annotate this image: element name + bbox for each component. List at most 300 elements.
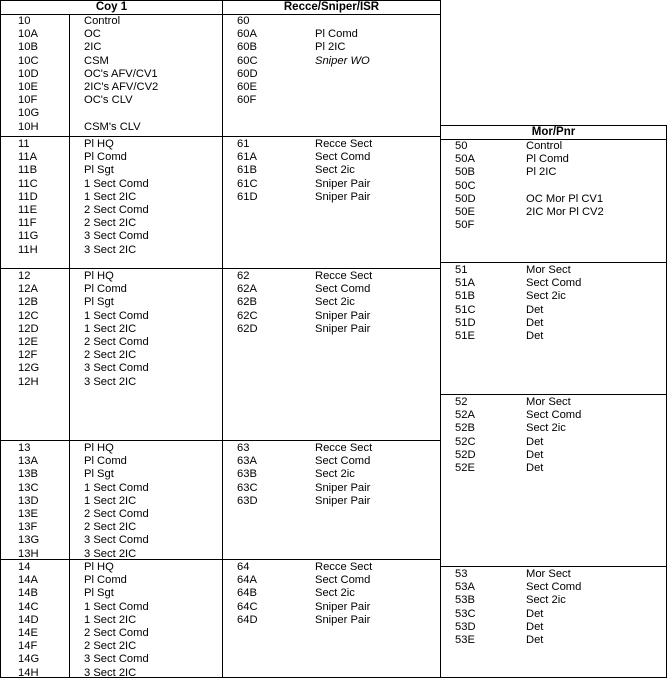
- appointment-name: Det: [526, 462, 544, 474]
- table-row: [1, 587, 222, 600]
- callsign-code: 60C: [237, 54, 258, 67]
- table-row: [1, 28, 222, 41]
- appointment-name: Det: [526, 448, 544, 461]
- callsign-code: 51B: [455, 290, 475, 303]
- appointment-name: Sect 2ic: [315, 587, 355, 600]
- table-row: [1, 68, 222, 81]
- callsign-code: 60F: [237, 94, 257, 107]
- appointment-name: 3 Sect 2IC: [84, 375, 137, 388]
- appointment-name: Det: [526, 435, 544, 448]
- callsign-code: 10D: [18, 67, 39, 80]
- table-row: [223, 323, 440, 336]
- callsign-code: 64D: [237, 613, 258, 626]
- callsign-code: 10G: [18, 107, 40, 120]
- callsign-code: 61B: [237, 164, 257, 177]
- callsign-code: 51C: [455, 303, 476, 316]
- recce-group: [223, 440, 440, 559]
- appointment-name: Recce Sect: [315, 561, 373, 573]
- appointment-name: 2 Sect 2IC: [84, 349, 137, 362]
- callsign-code: 10: [18, 15, 31, 27]
- callsign-code: 50A: [455, 153, 475, 166]
- callsign-code: 61: [237, 138, 250, 150]
- callsign-code: 13G: [18, 534, 40, 547]
- morpnr-group: [441, 139, 666, 262]
- table-row: [1, 121, 222, 134]
- table-row: [1, 323, 222, 336]
- table-row: [223, 81, 440, 94]
- appointment-name: 3 Sect 2IC: [84, 666, 137, 679]
- callsign-code: 50E: [455, 206, 475, 218]
- appointment-name: 1 Sect 2IC: [84, 190, 137, 203]
- callsign-code: 12H: [18, 375, 39, 388]
- appointment-name: Pl Sgt: [84, 587, 114, 600]
- appointment-name: Control: [84, 15, 121, 27]
- appointment-name: 1 Sect Comd: [84, 481, 149, 494]
- table-row: [223, 151, 440, 164]
- appointment-name: OC's AFV/CV1: [84, 67, 158, 80]
- callsign-code: 52C: [455, 435, 476, 448]
- callsign-code: 14B: [18, 587, 38, 600]
- table-row: [1, 362, 222, 375]
- table-row: [1, 81, 222, 94]
- appointment-name: Sniper Pair: [315, 600, 371, 613]
- appointment-name: Pl Comd: [84, 283, 127, 296]
- table-row: [441, 290, 666, 303]
- table-row: [1, 138, 222, 151]
- recce-group: [223, 559, 440, 677]
- callsign-code: 12A: [18, 283, 38, 296]
- table-row: [223, 495, 440, 508]
- appointment-name: 2IC Mor Pl CV2: [526, 206, 604, 218]
- callsign-code: 14E: [18, 627, 38, 639]
- table-row: [1, 191, 222, 204]
- appointment-name: Pl Comd: [84, 455, 127, 468]
- table-row: [1, 349, 222, 362]
- appointment-name: 1 Sect Comd: [84, 309, 149, 322]
- callsign-code: 50: [455, 140, 468, 152]
- callsign-code: 62B: [237, 296, 257, 309]
- table-row: [223, 41, 440, 54]
- table-row: [223, 468, 440, 481]
- appointment-name: Sniper Pair: [315, 309, 371, 322]
- callsign-code: 50F: [455, 219, 475, 232]
- appointment-name: Recce Sect: [315, 442, 373, 454]
- callsign-code: 64B: [237, 587, 257, 600]
- table-row: [223, 482, 440, 495]
- appointment-name: 2 Sect 2IC: [84, 521, 137, 534]
- callsign-code: 11D: [18, 190, 38, 203]
- callsign-code: 11: [18, 138, 30, 150]
- callsign-code: 50B: [455, 166, 475, 179]
- table-row: [223, 574, 440, 587]
- table-row: [1, 244, 222, 257]
- table-row: [441, 621, 666, 634]
- callsign-code: 11B: [18, 164, 38, 177]
- appointment-name: 1 Sect Comd: [84, 600, 149, 613]
- appointment-name: 3 Sect Comd: [84, 653, 149, 666]
- table-row: [1, 468, 222, 481]
- table-row: [1, 15, 222, 28]
- appointment-name: Pl Comd: [84, 574, 127, 587]
- appointment-name: Mor Sect: [526, 568, 571, 580]
- appointment-name: Pl Sgt: [84, 164, 114, 177]
- appointment-name: 1 Sect 2IC: [84, 613, 137, 626]
- appointment-name: Sect Comd: [315, 283, 371, 296]
- table-row: [1, 310, 222, 323]
- table-row: [441, 634, 666, 647]
- recce-header: Recce/Sniper/ISR: [223, 1, 440, 15]
- callsign-code: 12E: [18, 336, 38, 348]
- callsign-code: 53B: [455, 594, 475, 607]
- table-row: [441, 581, 666, 594]
- table-row: [1, 653, 222, 666]
- table-row: [441, 277, 666, 290]
- appointment-name: 3 Sect Comd: [84, 362, 149, 375]
- table-row: [1, 614, 222, 627]
- appointment-name: 2 Sect Comd: [84, 627, 149, 639]
- callsign-code: 64C: [237, 600, 258, 613]
- table-row: [223, 601, 440, 614]
- table-row: [223, 164, 440, 177]
- table-row: [1, 574, 222, 587]
- callsign-code: 51E: [455, 330, 475, 342]
- coy1-group: [1, 268, 222, 440]
- appointment-name: Pl HQ: [84, 270, 114, 282]
- table-row: [1, 376, 222, 389]
- table-row: [1, 495, 222, 508]
- callsign-code: 12D: [18, 322, 39, 335]
- table-row: [1, 151, 222, 164]
- table-row: [223, 15, 440, 28]
- appointment-name: 1 Sect Comd: [84, 177, 149, 190]
- callsign-code: 12C: [18, 309, 39, 322]
- table-row: [1, 230, 222, 243]
- table-row: [1, 164, 222, 177]
- table-row: [1, 627, 222, 640]
- callsign-code: 62C: [237, 309, 258, 322]
- callsign-code: 52: [455, 396, 468, 408]
- appointment-name: Sect 2ic: [526, 594, 566, 607]
- callsign-code: 13D: [18, 494, 39, 507]
- appointment-name: Pl Sgt: [84, 468, 114, 481]
- appointment-name: Pl HQ: [84, 442, 114, 454]
- callsign-code: 10B: [18, 41, 38, 54]
- appointment-name: Sect 2ic: [315, 296, 355, 309]
- callsign-code: 10C: [18, 54, 39, 67]
- appointment-name: 1 Sect 2IC: [84, 322, 137, 335]
- recce-group: [223, 136, 440, 268]
- callsign-code: 10A: [18, 28, 38, 41]
- table-row: [441, 449, 666, 462]
- table-row: [1, 336, 222, 349]
- callsign-code: 11A: [18, 151, 38, 164]
- callsign-code: 11F: [18, 217, 37, 230]
- table-row: [441, 304, 666, 317]
- callsign-code: 63C: [237, 481, 258, 494]
- table-row: [223, 68, 440, 81]
- callsign-code: 53A: [455, 581, 475, 594]
- table-row: [1, 55, 222, 68]
- coy1-group: [1, 559, 222, 677]
- morpnr-table: [440, 125, 667, 678]
- callsign-code: 51A: [455, 277, 475, 290]
- callsign-code: 63D: [237, 494, 258, 507]
- table-row: [441, 140, 666, 153]
- callsign-code: 13E: [18, 508, 38, 520]
- callsign-code: 52A: [455, 409, 475, 422]
- table-row: [223, 283, 440, 296]
- callsign-code: 13B: [18, 468, 38, 481]
- table-row: [1, 178, 222, 191]
- table-row: [441, 166, 666, 179]
- appointment-name: Pl Sgt: [84, 296, 114, 309]
- appointment-name: 1 Sect 2IC: [84, 494, 137, 507]
- callsign-code: 53: [455, 568, 468, 580]
- coy1-table: [0, 0, 223, 678]
- callsign-code: 14H: [18, 666, 39, 679]
- morpnr-group: [441, 262, 666, 394]
- appointment-name: Sect 2ic: [526, 422, 566, 435]
- appointment-name: 3 Sect Comd: [84, 230, 149, 243]
- callsign-code: 63: [237, 442, 250, 454]
- table-row: [1, 508, 222, 521]
- table-row: [223, 561, 440, 574]
- appointment-name: 2 Sect Comd: [84, 204, 149, 216]
- callsign-code: 11C: [18, 177, 38, 190]
- callsign-code: 52D: [455, 448, 476, 461]
- appointment-name: Pl Comd: [84, 151, 127, 164]
- appointment-name: Det: [526, 607, 544, 620]
- callsign-code: 12G: [18, 362, 40, 375]
- callsign-code: 61D: [237, 190, 258, 203]
- appointment-name: Pl HQ: [84, 561, 114, 573]
- table-row: [441, 193, 666, 206]
- appointment-name: CSM: [84, 54, 109, 67]
- callsign-code: 53E: [455, 634, 475, 646]
- callsign-code: 52E: [455, 462, 475, 474]
- callsign-code: 53D: [455, 620, 476, 633]
- callsign-code: 50C: [455, 179, 476, 192]
- table-row: [223, 587, 440, 600]
- appointment-name: 2 Sect Comd: [84, 508, 149, 520]
- callsign-code: 10F: [18, 94, 38, 107]
- appointment-name: Mor Sect: [526, 264, 571, 276]
- appointment-name: Sniper WO: [315, 54, 370, 67]
- callsign-code: 61A: [237, 151, 257, 164]
- table-row: [1, 455, 222, 468]
- callsign-code: 11H: [18, 243, 38, 256]
- callsign-code: 51D: [455, 316, 476, 329]
- appointment-name: Sect Comd: [526, 409, 582, 422]
- coy1-header: Coy 1: [1, 1, 222, 15]
- callsign-code: 63B: [237, 468, 257, 481]
- appointment-name: Pl 2IC: [315, 41, 346, 54]
- appointment-name: OC's CLV: [84, 94, 133, 107]
- callsign-code: 53C: [455, 607, 476, 620]
- callsign-code: 61C: [237, 177, 258, 190]
- table-row: [223, 138, 440, 151]
- appointment-name: Sect 2ic: [526, 290, 566, 303]
- appointment-name: CSM's CLV: [84, 120, 141, 133]
- callsign-code: 13A: [18, 455, 38, 468]
- appointment-name: OC Mor Pl CV1: [526, 192, 604, 205]
- callsign-code: 13: [18, 442, 31, 454]
- table-row: [223, 28, 440, 41]
- table-row: [441, 608, 666, 621]
- callsign-code: 10E: [18, 81, 38, 93]
- appointment-name: Sect 2ic: [315, 164, 355, 177]
- callsign-code: 64A: [237, 574, 257, 587]
- callsign-code: 13F: [18, 521, 38, 534]
- morpnr-group: [441, 566, 666, 677]
- appointment-name: Sect Comd: [315, 574, 371, 587]
- callsign-code: 13C: [18, 481, 39, 494]
- appointment-name: Sniper Pair: [315, 322, 371, 335]
- appointment-name: Recce Sect: [315, 270, 373, 282]
- table-row: [441, 180, 666, 193]
- appointment-name: Det: [526, 330, 544, 342]
- recce-group: [223, 268, 440, 440]
- recce-table: [222, 0, 441, 678]
- callsign-code: 60E: [237, 81, 257, 93]
- table-row: [441, 330, 666, 343]
- appointment-name: Det: [526, 620, 544, 633]
- coy1-group: [1, 136, 222, 268]
- table-row: [1, 561, 222, 574]
- callsign-code: 11E: [18, 204, 38, 216]
- table-row: [441, 594, 666, 607]
- appointment-name: 2IC: [84, 41, 102, 54]
- table-row: [1, 94, 222, 107]
- callsign-code: 13H: [18, 547, 39, 560]
- appointment-name: Pl HQ: [84, 138, 114, 150]
- table-row: [223, 270, 440, 283]
- table-row: [1, 283, 222, 296]
- callsign-code: 60B: [237, 41, 257, 54]
- table-row: [441, 206, 666, 219]
- callsign-code: 60: [237, 15, 250, 27]
- appointment-name: 2 Sect Comd: [84, 336, 149, 348]
- callsign-code: 10H: [18, 120, 39, 133]
- callsign-code: 12B: [18, 296, 38, 309]
- appointment-name: 2 Sect 2IC: [84, 217, 137, 230]
- table-row: [1, 534, 222, 547]
- table-row: [1, 521, 222, 534]
- callsign-code: 62: [237, 270, 250, 282]
- appointment-name: Sect 2ic: [315, 468, 355, 481]
- callsign-code: 12: [18, 270, 31, 282]
- appointment-name: Sect Comd: [526, 581, 582, 594]
- callsign-code: 14F: [18, 640, 38, 653]
- callsign-code: 12F: [18, 349, 38, 362]
- appointment-name: 3 Sect 2IC: [84, 547, 137, 560]
- table-row: [441, 396, 666, 409]
- appointment-name: Sniper Pair: [315, 494, 371, 507]
- table-row: [223, 614, 440, 627]
- callsign-code: 62D: [237, 322, 258, 335]
- appointment-name: Sniper Pair: [315, 177, 371, 190]
- callsign-code: 50D: [455, 192, 476, 205]
- appointment-name: Recce Sect: [315, 138, 373, 150]
- appointment-name: Pl Comd: [526, 153, 569, 166]
- appointment-name: Det: [526, 303, 544, 316]
- appointment-name: Pl Comd: [315, 28, 358, 41]
- callsign-code: 14G: [18, 653, 40, 666]
- table-row: [1, 270, 222, 283]
- table-row: [1, 107, 222, 120]
- appointment-name: 3 Sect Comd: [84, 534, 149, 547]
- table-row: [1, 601, 222, 614]
- coy1-group: [1, 14, 222, 136]
- table-row: [1, 442, 222, 455]
- morpnr-group: [441, 394, 666, 566]
- appointment-name: OC: [84, 28, 101, 41]
- callsign-code: 14C: [18, 600, 39, 613]
- table-row: [1, 640, 222, 653]
- appointment-name: 2IC's AFV/CV2: [84, 81, 159, 93]
- appointment-name: 3 Sect 2IC: [84, 243, 137, 256]
- appointment-name: Sniper Pair: [315, 613, 371, 626]
- coy1-group: [1, 440, 222, 559]
- callsign-code: 62A: [237, 283, 257, 296]
- appointment-name: Sniper Pair: [315, 481, 371, 494]
- table-row: [223, 94, 440, 107]
- callsign-code: 63A: [237, 455, 257, 468]
- appointment-name: Control: [526, 140, 563, 152]
- appointment-name: Pl 2IC: [526, 166, 557, 179]
- callsign-code: 14A: [18, 574, 38, 587]
- table-row: [1, 482, 222, 495]
- appointment-name: Det: [526, 316, 544, 329]
- table-row: [441, 219, 666, 232]
- table-row: [1, 41, 222, 54]
- table-row: [223, 455, 440, 468]
- callsign-code: 11G: [18, 230, 39, 243]
- table-row: [441, 568, 666, 581]
- table-row: [441, 422, 666, 435]
- table-row: [223, 178, 440, 191]
- table-row: [441, 436, 666, 449]
- table-row: [441, 409, 666, 422]
- table-row: [441, 462, 666, 475]
- morpnr-header: Mor/Pnr: [441, 126, 666, 140]
- table-row: [1, 296, 222, 309]
- callsign-code: 60A: [237, 28, 257, 41]
- appointment-name: 2 Sect 2IC: [84, 640, 137, 653]
- table-row: [441, 264, 666, 277]
- callsign-code: 52B: [455, 422, 475, 435]
- table-row: [223, 191, 440, 204]
- table-row: [223, 296, 440, 309]
- appointment-name: Sniper Pair: [315, 190, 371, 203]
- table-row: [223, 442, 440, 455]
- recce-group: [223, 14, 440, 136]
- table-row: [1, 204, 222, 217]
- callsign-code: 51: [455, 264, 468, 276]
- table-row: [223, 55, 440, 68]
- appointment-name: Det: [526, 634, 544, 646]
- appointment-name: Sect Comd: [526, 277, 582, 290]
- table-row: [223, 310, 440, 323]
- table-row: [1, 217, 222, 230]
- appointment-name: Sect Comd: [315, 455, 371, 468]
- callsign-code: 14D: [18, 613, 39, 626]
- callsign-code: 14: [18, 561, 31, 573]
- appointment-name: Mor Sect: [526, 396, 571, 408]
- table-row: [441, 153, 666, 166]
- callsign-code: 60D: [237, 67, 258, 80]
- appointment-name: Sect Comd: [315, 151, 371, 164]
